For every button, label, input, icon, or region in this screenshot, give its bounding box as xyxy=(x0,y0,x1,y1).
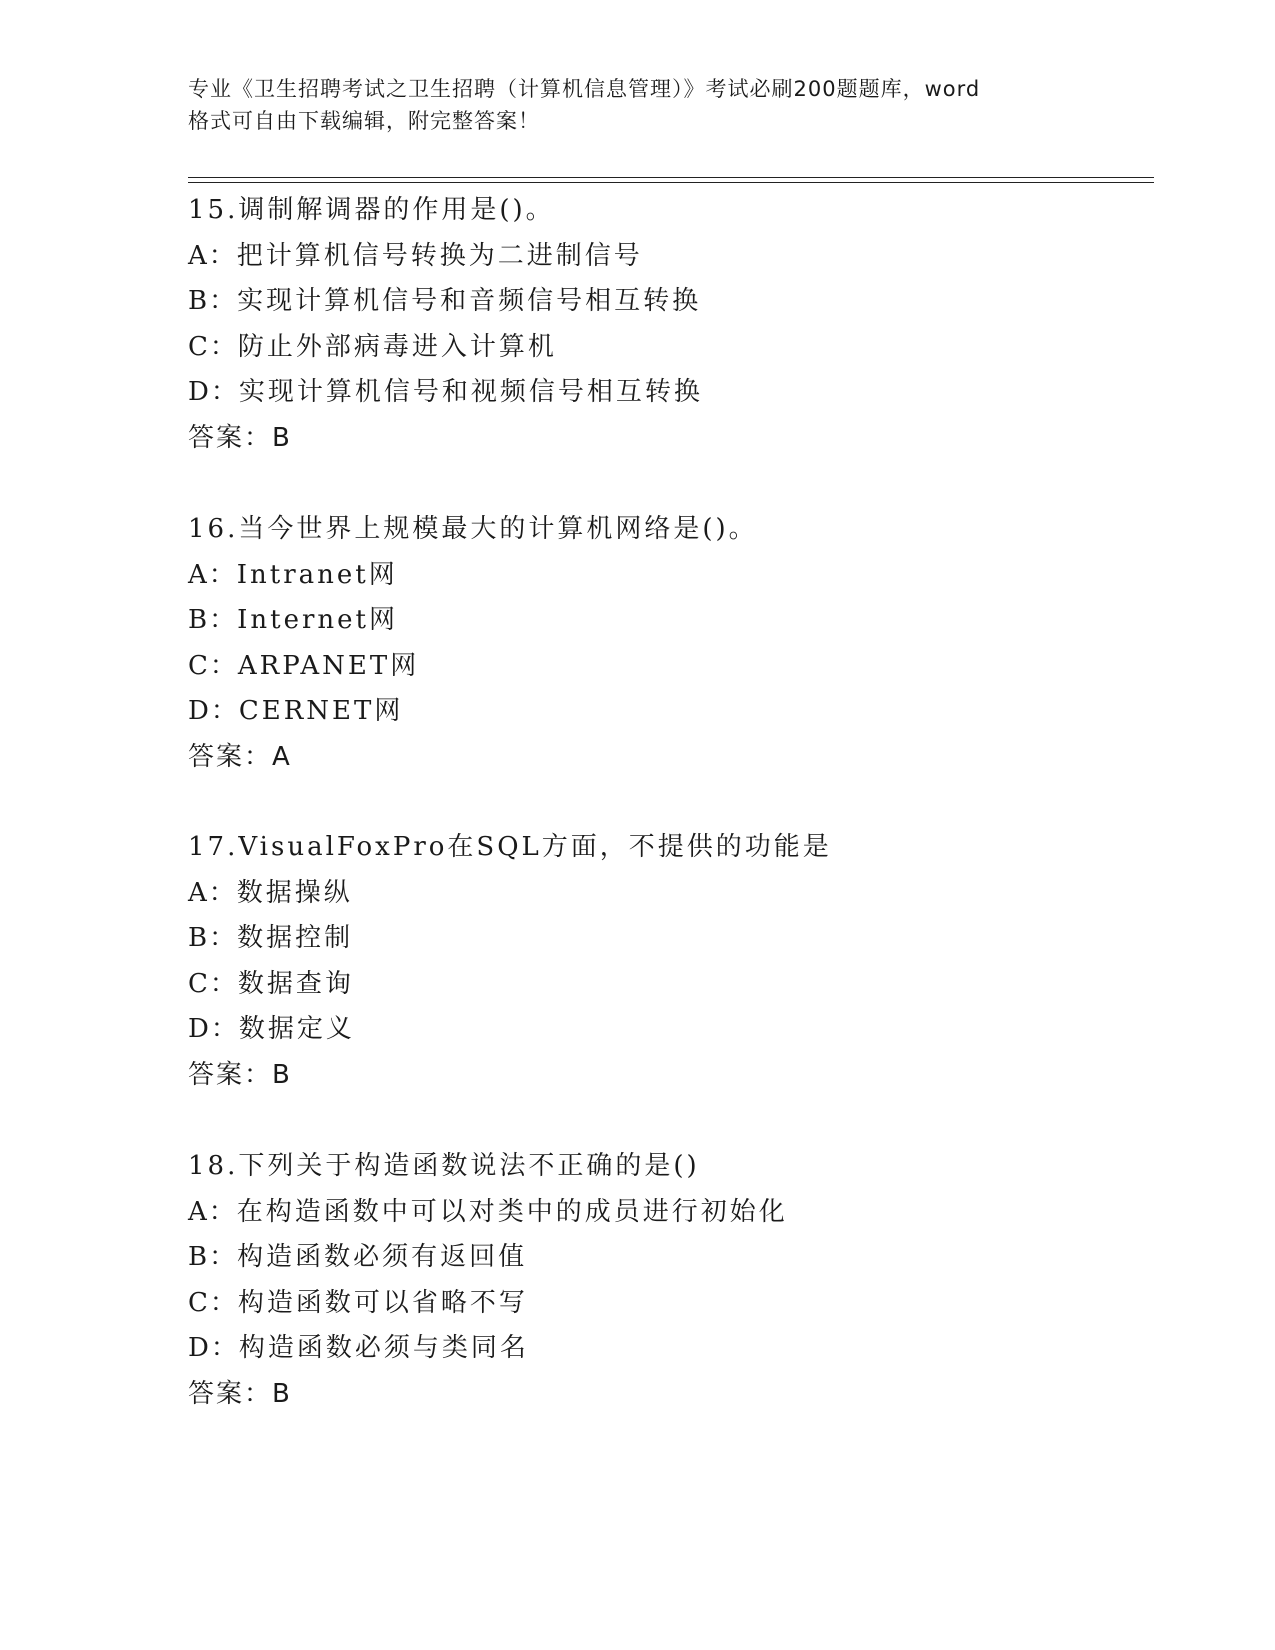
header-line-1: 专业《卫生招聘考试之卫生招聘（计算机信息管理）》考试必刷200题题库，word xyxy=(188,77,981,101)
question-16 xyxy=(188,507,1148,780)
option-c xyxy=(188,325,1148,371)
option-letter: C： xyxy=(188,968,238,999)
question-stem: 17.VisualFoxPro在SQL方面，不提供的功能是 xyxy=(188,832,832,862)
option-a xyxy=(188,234,1148,280)
option-text: ARPANET网 xyxy=(237,650,420,681)
option-letter: A： xyxy=(188,1196,237,1227)
option-c xyxy=(188,644,1148,690)
question-stem: 16.当今世界上规模最大的计算机网络是()。 xyxy=(188,514,758,544)
option-letter: B： xyxy=(188,923,238,953)
option-d xyxy=(188,1007,1148,1053)
option-letter: C： xyxy=(188,331,238,362)
option-letter: A： xyxy=(188,559,237,590)
option-d xyxy=(188,1326,1148,1372)
option-letter: D： xyxy=(188,1333,239,1363)
option-letter: C： xyxy=(188,1287,238,1318)
option-text: 数据查询 xyxy=(237,968,354,999)
option-text: 把计算机信号转换为二进制信号 xyxy=(236,240,643,271)
option-letter: A： xyxy=(188,877,237,908)
option-text: 实现计算机信号和视频信号相互转换 xyxy=(238,377,703,407)
header-line-2: 格式可自由下载编辑，附完整答案！ xyxy=(188,109,540,133)
answer-line: 答案：B xyxy=(188,422,292,453)
option-text: 防止外部病毒进入计算机 xyxy=(237,331,557,362)
option-text: 数据控制 xyxy=(237,923,354,953)
option-b xyxy=(188,916,1148,962)
question-17 xyxy=(188,825,1148,1098)
answer-line: 答案：B xyxy=(188,1378,292,1409)
option-text: Intranet网 xyxy=(236,559,398,590)
header-divider-top xyxy=(188,177,1154,178)
option-letter: D： xyxy=(188,1014,239,1044)
document-header xyxy=(188,73,1088,137)
option-a xyxy=(188,871,1148,917)
option-letter: C： xyxy=(188,650,238,681)
option-text: CERNET网 xyxy=(238,696,404,726)
option-text: 数据定义 xyxy=(238,1014,355,1044)
option-letter: D： xyxy=(188,696,239,726)
option-text: 在构造函数中可以对类中的成员进行初始化 xyxy=(236,1196,788,1227)
option-letter: D： xyxy=(188,377,239,407)
option-letter: A： xyxy=(188,240,237,271)
option-letter: B： xyxy=(188,1242,238,1272)
option-text: 实现计算机信号和音频信号相互转换 xyxy=(237,286,702,316)
option-text: 构造函数必须有返回值 xyxy=(237,1242,528,1272)
option-text: Internet网 xyxy=(237,605,398,635)
option-d xyxy=(188,689,1148,735)
question-stem: 15.调制解调器的作用是()。 xyxy=(188,195,555,225)
option-b xyxy=(188,598,1148,644)
option-a xyxy=(188,553,1148,599)
question-18 xyxy=(188,1144,1148,1417)
question-stem: 18.下列关于构造函数说法不正确的是() xyxy=(188,1151,700,1181)
question-15 xyxy=(188,188,1148,461)
option-c xyxy=(188,1281,1148,1327)
option-letter: B： xyxy=(188,286,238,316)
answer-line: 答案：A xyxy=(188,741,292,772)
option-text: 构造函数必须与类同名 xyxy=(238,1333,529,1363)
option-text: 数据操纵 xyxy=(236,877,353,908)
option-a xyxy=(188,1190,1148,1236)
option-text: 构造函数可以省略不写 xyxy=(237,1287,528,1318)
option-c xyxy=(188,962,1148,1008)
header-divider-bottom xyxy=(188,182,1154,183)
option-d xyxy=(188,370,1148,416)
option-letter: B： xyxy=(188,605,238,635)
option-b xyxy=(188,279,1148,325)
option-b xyxy=(188,1235,1148,1281)
answer-line: 答案：B xyxy=(188,1059,292,1090)
